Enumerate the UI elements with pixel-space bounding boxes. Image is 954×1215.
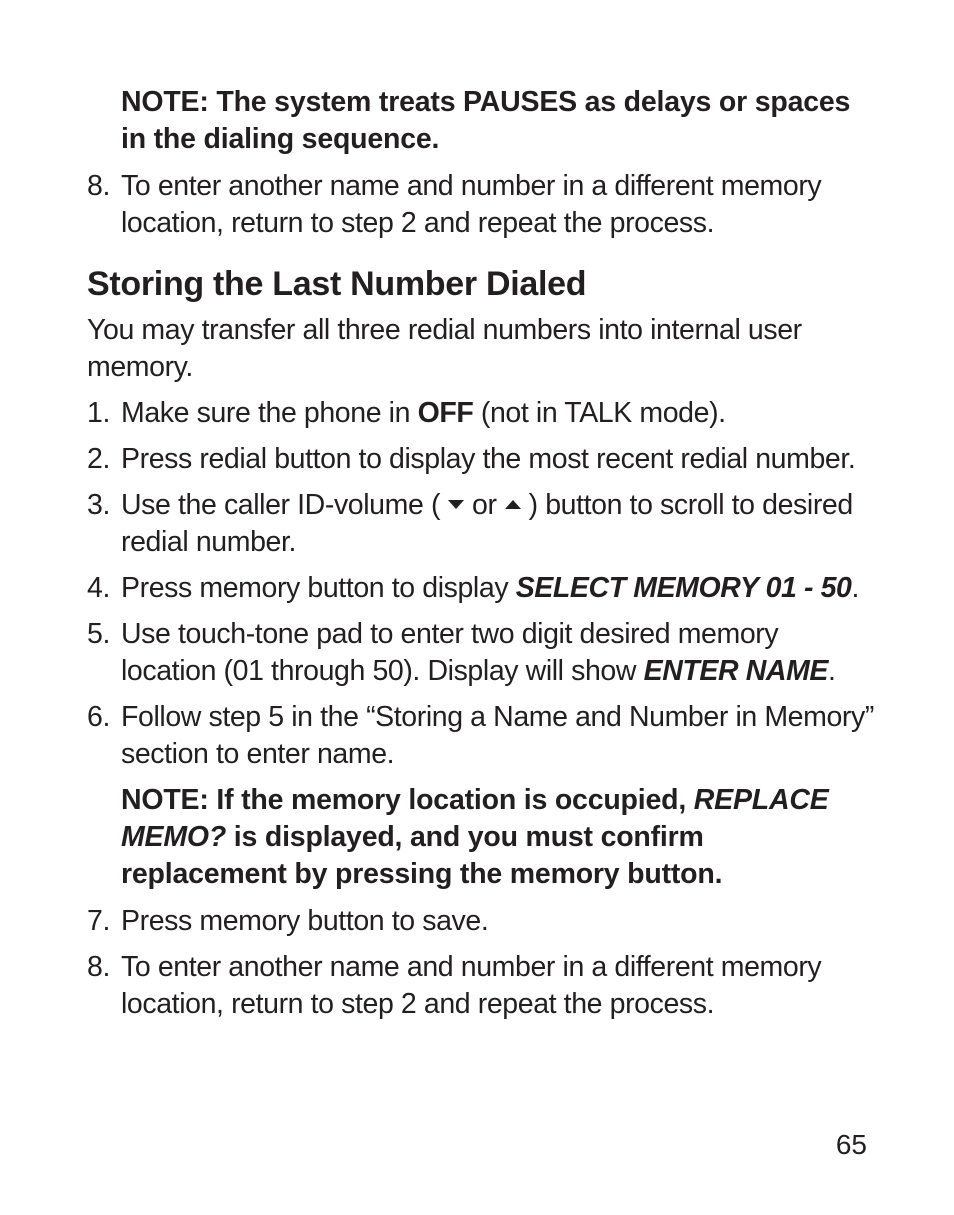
list-item [87,570,877,607]
section-intro: You may transfer all three redial numbers into internal user memory. [87,314,802,383]
step-number: 5. [87,618,110,650]
step-text-part: Press memory button to display [121,572,516,604]
step-number: 8. [87,951,110,983]
list-item [87,487,877,561]
step-text-part: or [472,489,497,521]
emphasis-text: ENTER NAME [643,655,829,687]
list-item [87,903,877,940]
list-item [87,168,877,242]
note-text-part: NOTE: If the memory location is occupied, [121,784,694,816]
step-text-part: Use touch-tone pad to enter two digit desired memory location (01 through 50). Display will show [121,618,779,687]
step-text: Follow step 5 in the “Storing a Name and Number in Memory” section to enter name. [121,701,874,770]
step-number: 4. [87,572,110,604]
emphasis-text: SELECT MEMORY 01 - 50 [515,572,852,604]
triangle-up-icon [505,500,521,509]
step-text [121,487,877,561]
page-number: 65 [835,1129,867,1160]
list-item [87,441,877,478]
section-title: Storing the Last Number Dialed [87,265,587,303]
pause-note: NOTE: The system treats PAUSES as delays or spaces in the dialing sequence. [121,86,851,155]
step-number: 6. [87,701,110,733]
emphasis-text: REPLACE MEMO? [121,784,829,853]
step-text-part: . [851,572,860,604]
step-number: 3. [87,489,110,521]
list-item [87,949,877,1023]
manual-page [87,84,877,1032]
step-text: Press redial button to display the most recent redial number. [121,443,856,475]
list-item [87,699,877,773]
step-text: To enter another name and number in a different memory location, return to step 2 and repeat the process. [121,170,822,239]
step-number: 7. [87,905,110,937]
step-text-part: Make sure the phone in [121,397,418,429]
step-text: Press memory button to save. [121,905,489,937]
step-text [121,616,877,690]
step-text-part: Use the caller ID-volume ( [121,489,441,521]
step-text [121,395,877,432]
step-text-part: (not in TALK mode). [473,397,726,429]
emphasis-text: OFF [417,397,474,429]
note-text-part: is displayed, and you must confirm replacement by pressing the memory button. [121,821,723,890]
step-number: 8. [87,170,110,202]
step-text-part: . [828,655,836,687]
list-item [87,395,877,432]
replace-note [121,782,877,893]
step-number: 1. [87,397,110,429]
step-text-part: ) button to scroll to desired redial number. [121,489,853,558]
list-item [87,616,877,690]
step-text [121,570,877,607]
step-number: 2. [87,443,110,475]
step-text: To enter another name and number in a different memory location, return to step 2 and repeat the process. [121,951,822,1020]
triangle-down-icon [448,500,464,509]
